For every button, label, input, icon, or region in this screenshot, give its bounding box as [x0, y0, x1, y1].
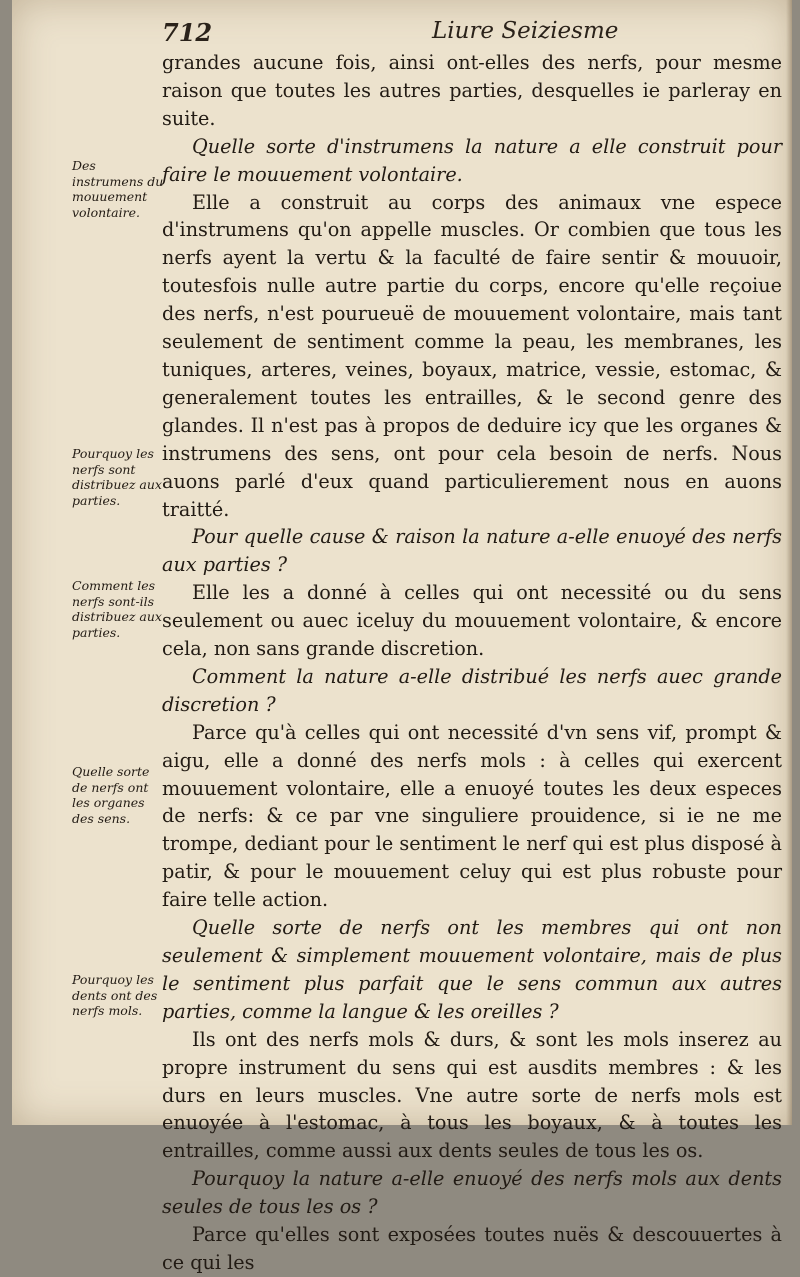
question-paragraph: Pourquoy la nature a-elle enuoyé des nerfs mols aux dents seules de tous les os ?	[162, 1167, 782, 1219]
question-paragraph: Comment la nature a-elle distribué les nerfs auec grande discretion ?	[162, 664, 782, 716]
answer-paragraph: Elle a construit au corps des animaux vne espece d'instrumens qu'on appelle muscles. Or combien que tous les nerfs ayent la vertu & la faculté de faire sentir & mouuoir, toutesfois nulle autre partie du corps, encore qu'elle reçoiue des nerfs, n'est pourueuë de mouuement volontaire, mais tant seulement de sentiment comme la peau, les membranes, les tuniques, arteres, veines, boyaux, matrice, vessie, estomac, & generalement toutes les entrailles, & le second genre des glandes. Il n'est pas à propos de deduire icy que les organes & instrumens des sens, ont pour cela besoin de nerfs. Nous auons parlé d'eux quand particulierement nous en auons traitté.	[162, 190, 782, 521]
margin-note: Pourquoy les nerfs sont distribuez aux parties.	[72, 446, 162, 508]
question-paragraph: Quelle sorte de nerfs ont les membres qui ont non seulement & simplement mouuement volontaire, mais de plus le sentiment plus parfait que le sens commun aux autres parties, comme la langue & les oreilles ?	[162, 916, 782, 1023]
main-text	[162, 49, 782, 1277]
margin-note: Des instrumens du mouuement volontaire.	[72, 158, 164, 220]
book-page	[12, 0, 792, 1274]
question-paragraph: Pour quelle cause & raison la nature a-elle enuoyé des nerfs aux parties ?	[162, 525, 782, 577]
margin-note: Quelle sorte de nerfs ont les organes des sens.	[72, 764, 150, 826]
margin-note: Comment les nerfs sont-ils distribuez aux parties.	[72, 578, 162, 640]
running-title: Liure Seiziesme	[432, 18, 619, 44]
answer-paragraph: Parce qu'à celles qui ont necessité d'vn sens vif, prompt & aigu, elle a donné des nerfs mols : à celles qui exercent mouuement volontaire, elle a enuoyé toutes les deux especes de nerfs: & ce par vne singuliere prouidence, si ie ne me trompe, dediant pour le sentiment le nerf qui est plus disposé à patir, & pour le mouuement celuy qui est plus robuste pour faire telle action.	[162, 720, 782, 912]
page-number: 712	[162, 18, 213, 47]
answer-paragraph: Elle les a donné à celles qui ont necessité ou du sens seulement ou auec iceluy du mouuement volontaire, & encore cela, non sans grande discretion.	[162, 581, 782, 661]
paragraph-continuation: grandes aucune fois, ainsi ont-elles des nerfs, pour mesme raison que toutes les autres parties, desquelles ie parleray en suite.	[162, 51, 782, 130]
question-paragraph: Quelle sorte d'instrumens la nature a elle construit pour faire le mouuement volontaire.	[162, 134, 782, 186]
page-header	[162, 18, 762, 48]
answer-paragraph: Ils ont des nerfs mols & durs, & sont les mols inserez au propre instrument du sens qui est ausdits membres : & les durs en leurs muscles. Vne autre sorte de nerfs mols est enuoyée à l'estomac, à tous les boyaux, & à toutes les entrailles, comme aussi aux dents seules de tous les os.	[162, 1027, 782, 1163]
margin-note: Pourquoy les dents ont des nerfs mols.	[72, 972, 158, 1018]
answer-paragraph: Parce qu'elles sont exposées toutes nuës & descouuertes à ce qui les	[162, 1223, 782, 1274]
